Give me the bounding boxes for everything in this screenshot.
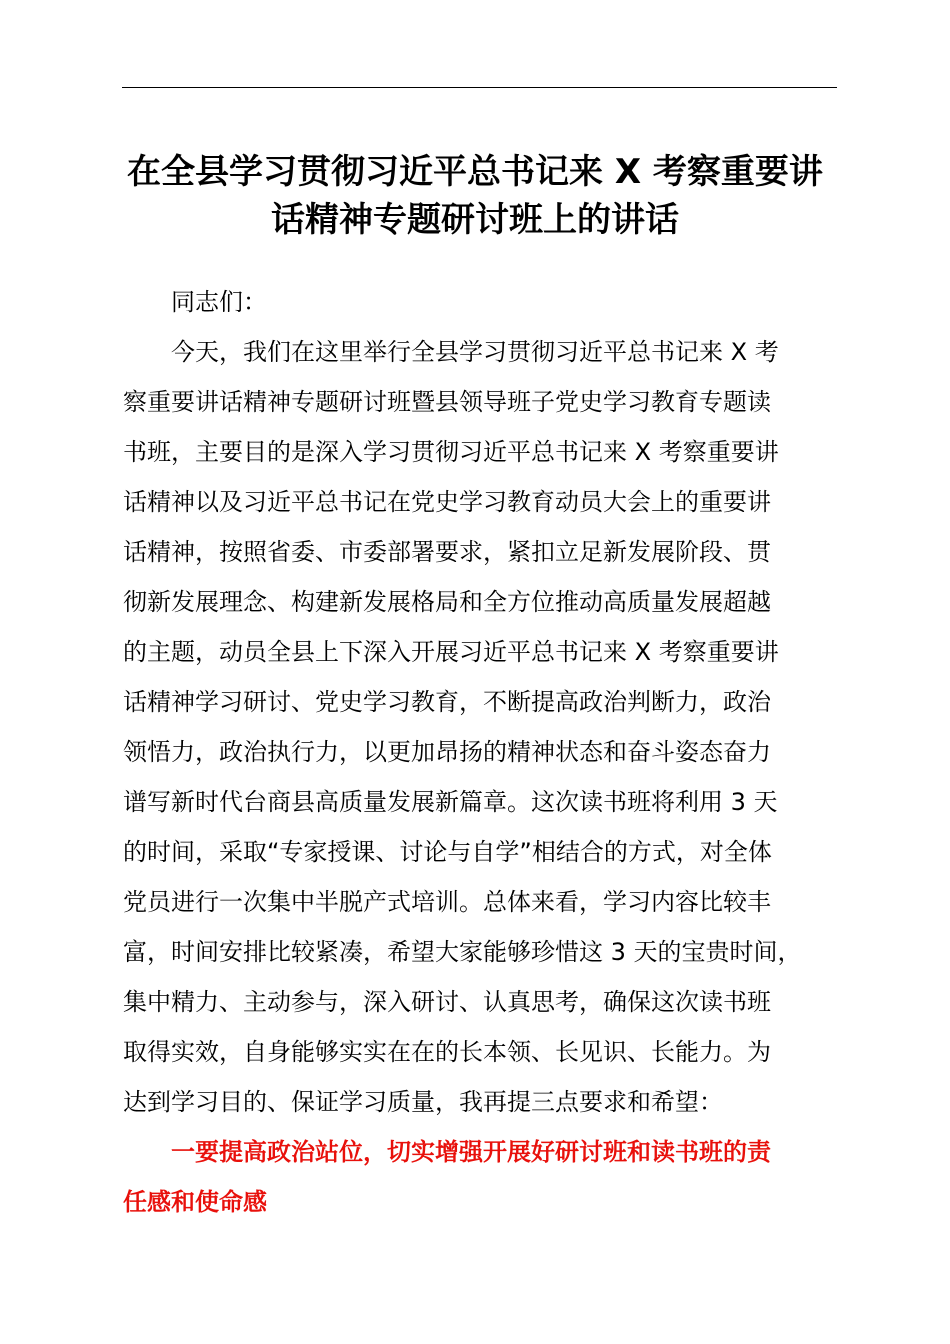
title-line-2: 话精神专题研讨班上的讲话: [271, 200, 679, 240]
salutation: 同志们：: [171, 288, 267, 316]
paragraph-line: 集中精力、主动参与，深入研讨、认真思考，确保这次读书班: [123, 988, 771, 1016]
header-rule: [122, 87, 837, 88]
paragraph-line: 取得实效，自身能够实实在在的长本领、长见识、长能力。为: [123, 1038, 771, 1066]
paragraph-line: 达到学习目的、保证学习质量，我再提三点要求和希望：: [123, 1088, 723, 1116]
paragraph-line: 的主题，动员全县上下深入开展习近平总书记来 X 考察重要讲: [123, 638, 779, 666]
paragraph-line: 彻新发展理念、构建新发展格局和全方位推动高质量发展超越: [123, 588, 771, 616]
paragraph-line: 话精神学习研讨、党史学习教育，不断提高政治判断力，政治: [123, 688, 771, 716]
paragraph-line: 富，时间安排比较紧凑，希望大家能够珍惜这 3 天的宝贵时间，: [123, 938, 802, 966]
paragraph-line: 今天，我们在这里举行全县学习贯彻习近平总书记来 X 考: [171, 338, 779, 366]
document-title: [100, 148, 850, 244]
heading-line: 任感和使命感: [123, 1188, 267, 1216]
document-body: [123, 277, 838, 1227]
paragraph-line: 谱写新时代台商县高质量发展新篇章。这次读书班将利用 3 天: [123, 788, 778, 816]
paragraph-line: 的时间，采取“专家授课、讨论与自学”相结合的方式，对全体: [123, 838, 772, 866]
paragraph-line: 话精神，按照省委、市委部署要求，紧扣立足新发展阶段、贯: [123, 538, 771, 566]
paragraph-line: 领悟力，政治执行力，以更加昂扬的精神状态和奋斗姿态奋力: [123, 738, 771, 766]
title-line-1: 在全县学习贯彻习近平总书记来 X 考察重要讲: [127, 152, 823, 192]
intro-paragraph: [123, 327, 838, 1127]
paragraph-line: 党员进行一次集中半脱产式培训。总体来看，学习内容比较丰: [123, 888, 771, 916]
heading-line: 一要提高政治站位，切实增强开展好研讨班和读书班的责: [171, 1138, 771, 1166]
paragraph-line: 话精神以及习近平总书记在党史学习教育动员大会上的重要讲: [123, 488, 771, 516]
paragraph-line: 书班，主要目的是深入学习贯彻习近平总书记来 X 考察重要讲: [123, 438, 779, 466]
section-heading-1: [123, 1127, 838, 1227]
paragraph-line: 察重要讲话精神专题研讨班暨县领导班子党史学习教育专题读: [123, 388, 771, 416]
